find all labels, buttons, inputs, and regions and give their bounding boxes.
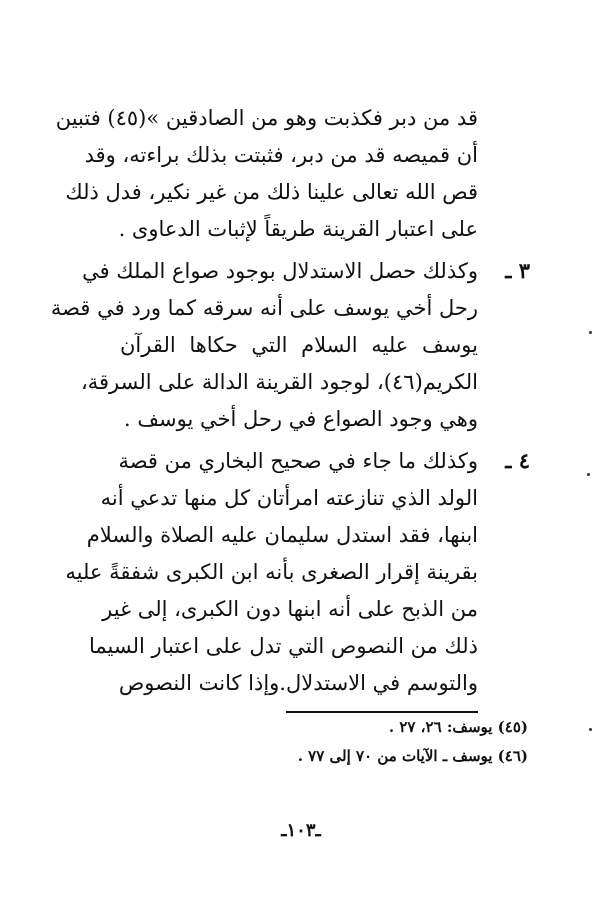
item-line: والتوسم في الاستدلال.وإذا كانت النصوص bbox=[118, 671, 478, 695]
item-line: وكذلك ما جاء في صحيح البخاري من قصة bbox=[118, 449, 478, 473]
item-line: رحل أخي يوسف على أنه سرقه كما ورد في قصة bbox=[50, 296, 478, 320]
item-line: وهي وجود الصواع في رحل أخي يوسف . bbox=[123, 407, 478, 431]
footnote-separator bbox=[286, 711, 478, 713]
scan-speck bbox=[589, 728, 592, 731]
item-line: من الذبح على أنه ابنها دون الكبرى، إلى غير bbox=[102, 597, 478, 621]
footnote: (٤٥) يوسف: ٢٦، ٢٧ . bbox=[388, 718, 528, 736]
item-line: وكذلك حصل الاستدلال بوجود صواع الملك في bbox=[82, 259, 478, 283]
body-line: أن قميصه قد من دبر، فثبتت بذلك براءته، وقد bbox=[84, 143, 478, 167]
item-line: بقرينة إقرار الصغرى بأنه ابن الكبرى شفقةً عليه bbox=[65, 560, 478, 584]
item-number: ٤ ـ bbox=[505, 448, 530, 473]
item-line: يوسف عليه السلام التي حكاها القرآن bbox=[120, 333, 478, 357]
body-line: قص الله تعالى علينا ذلك من غير نكير، فدل ذلك bbox=[65, 180, 478, 204]
footnote: (٤٦) يوسف ـ الآيات من ٧٠ إلى ٧٧ . bbox=[297, 747, 528, 765]
body-line: قد من دبر فكذبت وهو من الصادقين »(٤٥) فتبين bbox=[55, 106, 478, 130]
item-line: الكريم(٤٦)، لوجود القرينة الدالة على السرقة، bbox=[80, 370, 478, 394]
scan-speck bbox=[589, 331, 592, 334]
item-line: ذلك من النصوص التي تدل على اعتبار السيما bbox=[88, 634, 478, 658]
scan-speck bbox=[587, 473, 590, 476]
item-number: ٣ ـ bbox=[505, 258, 530, 283]
item-line: الولد الذي تنازعته امرأتان كل منها تدعي أنه bbox=[100, 486, 478, 510]
item-line: ابنها، فقد استدل سليمان عليه الصلاة والسلام bbox=[86, 523, 478, 547]
body-line: على اعتبار القرينة طريقاً لإثبات الدعاوى . bbox=[118, 217, 478, 241]
page-number: ـ١٠٣ـ bbox=[281, 820, 321, 841]
